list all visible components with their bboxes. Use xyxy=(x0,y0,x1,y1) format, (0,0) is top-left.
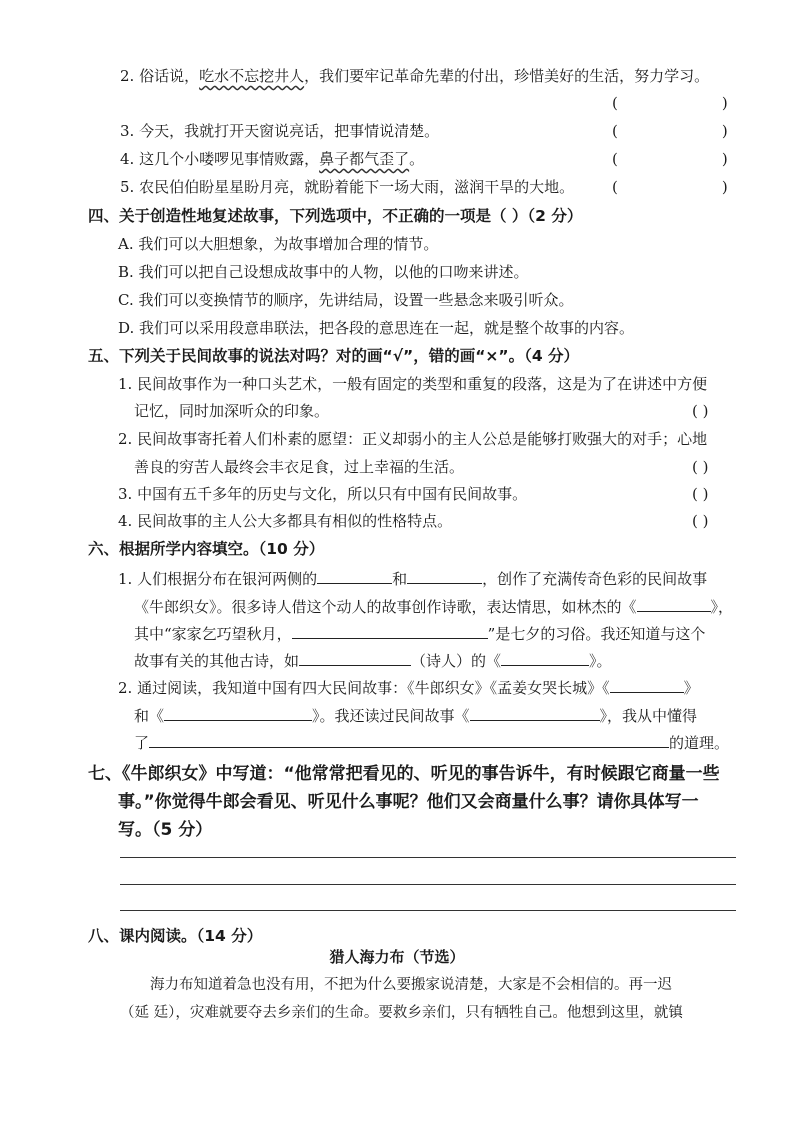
answer-paren-q4[interactable]: ( ) xyxy=(612,150,728,168)
judge-paren-3[interactable]: ( ) xyxy=(692,485,709,503)
judge-paren-2[interactable]: ( ) xyxy=(692,458,709,476)
passage-line-1: 海力布知道着急也没有用，不把为什么要搬家说清楚，大家是不会相信的。再一迟 xyxy=(150,977,672,993)
sec6-line7: 了 的道理。 xyxy=(134,731,729,754)
sec5-q2-line2: 善良的穷苦人最终会丰衣足食，过上幸福的生活。 xyxy=(134,458,465,476)
judge-paren-1[interactable]: ( ) xyxy=(692,402,709,420)
answer-paren-q5[interactable]: ( ) xyxy=(612,178,728,196)
sec8-heading: 八、课内阅读。（14 分） xyxy=(88,927,263,945)
sec6-line1: 1. 人们根据分布在银河两侧的 和 ，创作了充满传奇色彩的民间故事 xyxy=(118,567,707,590)
writing-line-1[interactable] xyxy=(120,857,736,858)
fill-blank[interactable] xyxy=(501,649,589,666)
sec4-option-c: C. 我们可以变换情节的顺序，先讲结局，设置一些悬念来吸引听众。 xyxy=(118,291,574,309)
fill-blank[interactable] xyxy=(299,649,411,666)
idiom-underlined: 吃水不忘挖井人 xyxy=(199,67,305,85)
sec6-line6: 和《 》。我还读过民间故事《 》，我从中懂得 xyxy=(134,704,697,727)
sec5-heading: 五、下列关于民间故事的说法对吗？对的画“√”，错的画“×”。（4 分） xyxy=(88,347,580,365)
fill-blank[interactable] xyxy=(610,676,684,693)
sec7-line2: 事。”你觉得牛郎会看见、听见什么事呢？他们又会商量什么事？请你具体写一 xyxy=(118,792,699,812)
sec7-line3: 写。（5 分） xyxy=(118,820,213,840)
answer-paren-q2[interactable]: ( ) xyxy=(612,94,728,112)
sec5-q2-line1: 2. 民间故事寄托着人们朴素的愿望：正义却弱小的主人公总是能够打败强大的对手；心地 xyxy=(118,430,708,448)
answer-paren-q3[interactable]: ( ) xyxy=(612,122,728,140)
sec6-heading: 六、根据所学内容填空。（10 分） xyxy=(88,540,325,558)
sec5-q3: 3. 中国有五千多年的历史与文化，所以只有中国有民间故事。 xyxy=(118,485,528,503)
sec7-line1: 七、《牛郎织女》中写道：“他常常把看见的、听见的事告诉牛，有时候跟它商量一些 xyxy=(88,764,720,784)
sec5-q1-line1: 1. 民间故事作为一种口头艺术，一般有固定的类型和重复的段落，这是为了在讲述中方便 xyxy=(118,375,708,393)
sec4-option-d: D. 我们可以采用段意串联法，把各段的意思连在一起，就是整个故事的内容。 xyxy=(118,319,635,337)
sec6-line4: 故事有关的其他古诗，如 （诗人）的《 》。 xyxy=(134,649,612,672)
fill-blank[interactable] xyxy=(637,595,711,612)
sec6-line2: 《牛郎织女》。很多诗人借这个动人的故事创作诗歌，表达情思，如林杰的《 》， xyxy=(134,595,733,618)
sec5-q1-line2: 记忆，同时加深听众的印象。 xyxy=(134,402,330,420)
sec4-heading: 四、关于创造性地复述故事，下列选项中，不正确的一项是（ ）（2 分） xyxy=(88,207,583,225)
passage-line-2: （延 廷），灾难就要夺去乡亲们的生命。要救乡亲们，只有牺牲自己。他想到这里，就镇 xyxy=(120,1005,683,1021)
fill-blank[interactable] xyxy=(149,731,669,748)
idiom-underlined: 鼻子都气歪了 xyxy=(319,150,410,168)
sec5-q4: 4. 民间故事的主人公大多都具有相似的性格特点。 xyxy=(118,512,453,530)
sec4-option-b: B. 我们可以把自己设想成故事中的人物，以他的口吻来讲述。 xyxy=(118,263,529,281)
sec6-line3: 其中“家家乞巧望秋月， ”是七夕的习俗。我还知道与这个 xyxy=(134,622,705,645)
writing-line-2[interactable] xyxy=(120,884,736,885)
fill-blank[interactable] xyxy=(164,704,312,721)
judge-paren-4[interactable]: ( ) xyxy=(692,512,709,530)
sec3-q5: 5. 农民伯伯盼星星盼月亮，就盼着能下一场大雨，滋润干旱的大地。 xyxy=(120,178,575,196)
fill-blank[interactable] xyxy=(407,567,482,584)
fill-blank[interactable] xyxy=(470,704,600,721)
sec6-line5: 2. 通过阅读，我知道中国有四大民间故事：《牛郎织女》《孟姜女哭长城》《 》 xyxy=(118,676,699,699)
sec3-q2: 2. 俗话说，吃水不忘挖井人，我们要牢记革命先辈的付出，珍惜美好的生活，努力学习。 xyxy=(120,67,710,85)
fill-blank[interactable] xyxy=(292,622,488,639)
fill-blank[interactable] xyxy=(317,567,392,584)
sec3-q4: 4. 这几个小喽啰见事情败露，鼻子都气歪了。 xyxy=(120,150,425,168)
sec3-q3: 3. 今天，我就打开天窗说亮话，把事情说清楚。 xyxy=(120,122,440,140)
passage-title: 猎人海力布（节选） xyxy=(329,948,465,966)
sec4-option-a: A. 我们可以大胆想象，为故事增加合理的情节。 xyxy=(118,235,439,253)
writing-line-3[interactable] xyxy=(120,910,736,911)
